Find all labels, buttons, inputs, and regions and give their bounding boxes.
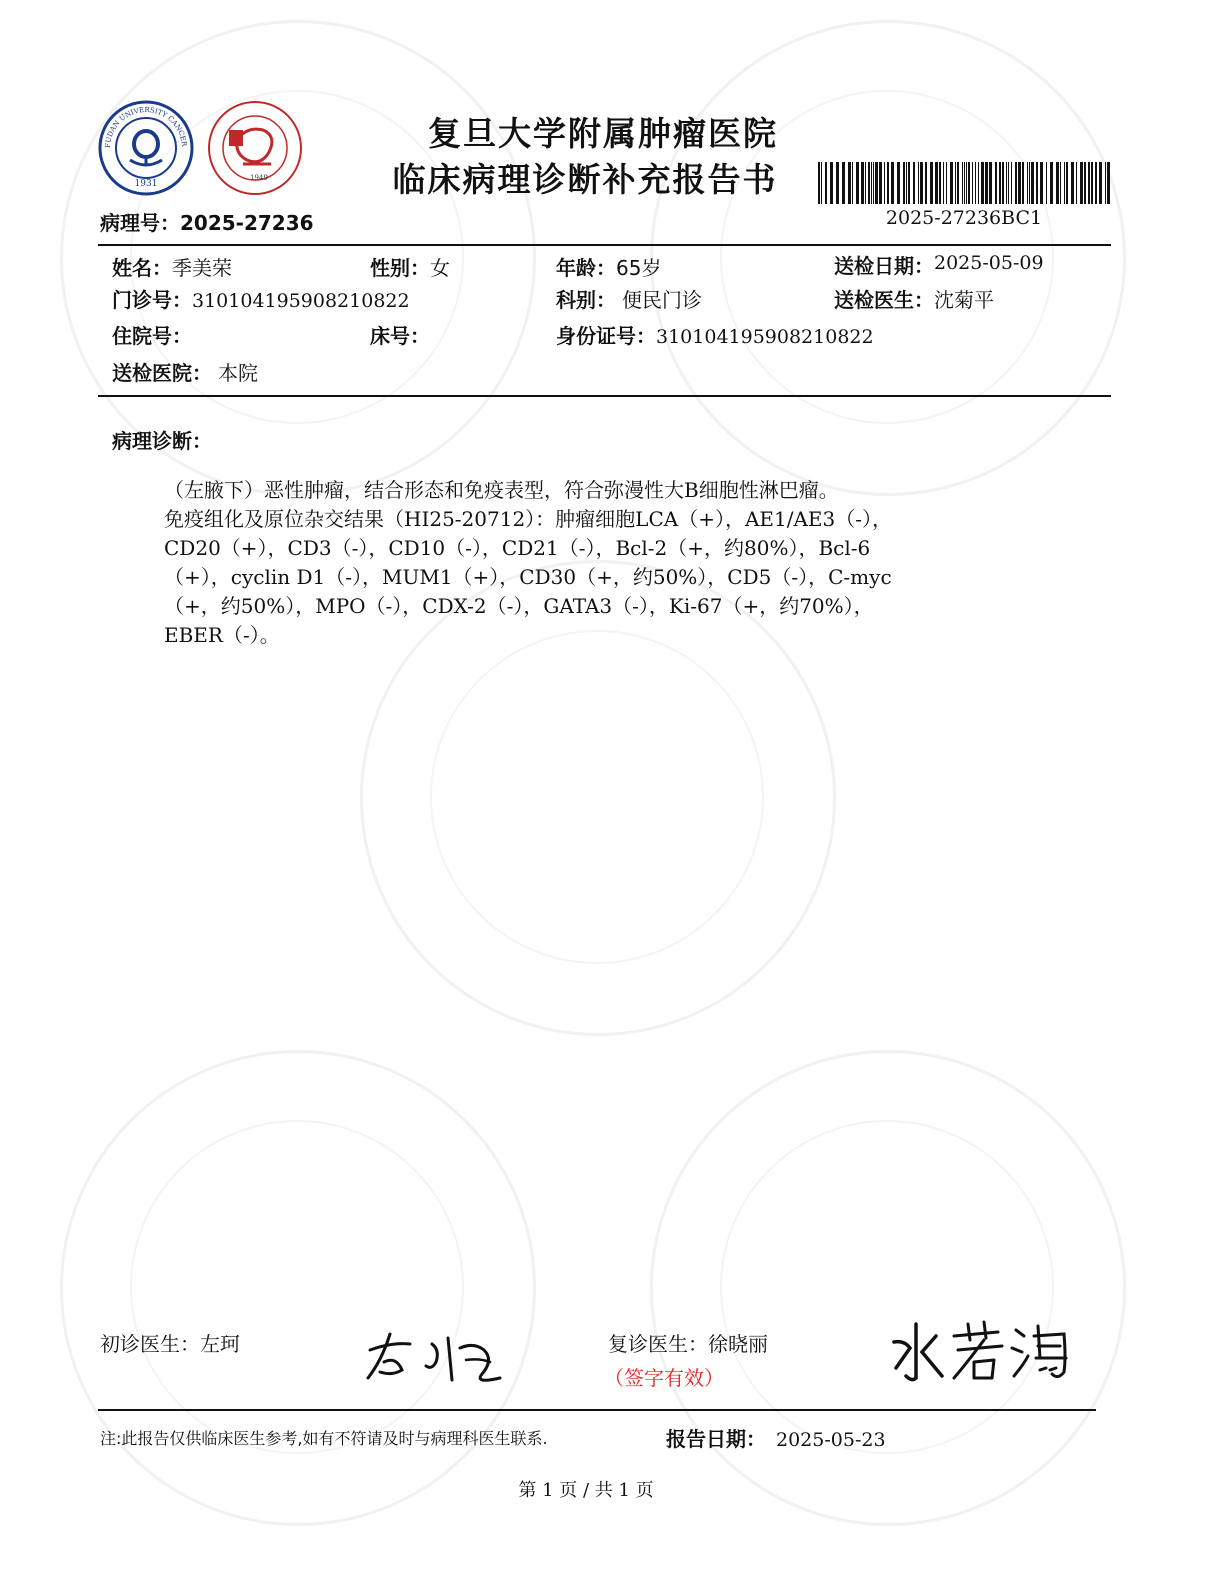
- report-date-field: [666, 1423, 886, 1452]
- barcode-bar: [955, 162, 956, 204]
- diagnosis-line: （+，约50%），MPO（-），CDX-2（-），GATA3（-），Ki-67（+，约70%），: [164, 594, 874, 618]
- name-label: 姓名：: [112, 256, 172, 280]
- pathology-number-label: 病理号：: [100, 211, 180, 235]
- barcode-bar: [1056, 162, 1059, 204]
- review-doctor-label: 复诊医生：徐晓丽: [608, 1332, 768, 1356]
- barcode-bar: [1107, 162, 1110, 204]
- barcode-bar: [842, 162, 845, 204]
- submit-date-field: [834, 250, 1044, 279]
- submit-date-value: 2025-05-09: [934, 252, 1044, 274]
- barcode-bar: [1091, 162, 1093, 204]
- page-number: 第 1 页 / 共 1 页: [518, 1480, 654, 1501]
- watermark-seal-inner: [430, 630, 764, 964]
- barcode-bar: [906, 162, 907, 204]
- svg-text:1949: 1949: [250, 174, 268, 182]
- barcode-bar: [966, 162, 967, 204]
- watermark-seal-inner: [130, 1120, 464, 1454]
- barcode-bar: [939, 162, 941, 204]
- inpatient-number-field: [112, 320, 192, 349]
- id-number-value: 310104195908210822: [656, 326, 874, 348]
- barcode-bar: [1095, 162, 1097, 204]
- barcode-bar: [975, 162, 976, 204]
- barcode-bar: [1084, 162, 1086, 204]
- barcode-bar: [1031, 162, 1034, 204]
- barcode-bar: [1022, 162, 1024, 204]
- barcode-bar: [1088, 162, 1090, 204]
- barcode-bar: [935, 162, 938, 204]
- barcode-bar: [884, 162, 885, 204]
- svg-text:FUDAN UNIVERSITY CANCER HOSPIT: FUDAN UNIVERSITY CANCER: [103, 105, 189, 149]
- patient-sex-field: [370, 252, 450, 281]
- submitting-doctor-value: 沈菊平: [934, 288, 994, 312]
- barcode-bar: [897, 162, 900, 204]
- barcode-bar: [985, 162, 988, 204]
- barcode-bar: [818, 162, 820, 204]
- barcode-bar: [1071, 162, 1074, 204]
- barcode-bar: [836, 162, 839, 204]
- barcode-bar: [968, 162, 970, 204]
- barcode-bar: [887, 162, 889, 204]
- clinic-number-label: 门诊号：: [112, 288, 192, 312]
- barcode-bar: [930, 162, 933, 204]
- barcode-bar: [852, 162, 853, 204]
- barcode-bar: [1011, 162, 1012, 204]
- barcode-bar: [1105, 162, 1106, 204]
- id-number-label: 身份证号：: [556, 324, 656, 348]
- barcode-bar: [1046, 162, 1047, 204]
- header-divider: [98, 244, 1111, 246]
- barcode-bar: [946, 162, 947, 204]
- submitting-hospital-label: 送检医院：: [112, 361, 212, 385]
- barcode-bar: [1008, 162, 1009, 204]
- barcode-bar: [962, 162, 963, 204]
- report-date-label: 报告日期：: [666, 1427, 766, 1451]
- barcode-bar: [1015, 162, 1017, 204]
- barcode-bar: [856, 162, 859, 204]
- barcode-bar: [871, 162, 872, 204]
- diagnosis-line: （左腋下）恶性肿瘤，结合形态和免疫表型，符合弥漫性大B细胞性淋巴瘤。: [164, 478, 839, 502]
- barcode-bar: [879, 162, 882, 204]
- barcode-bar: [821, 162, 822, 204]
- barcode-bar: [1076, 162, 1077, 204]
- barcode-bar: [1018, 162, 1021, 204]
- submitting-hospital-value: 本院: [218, 361, 258, 385]
- barcode-bar: [920, 162, 923, 204]
- department-label: 科别：: [556, 288, 616, 312]
- diagnosis-line: EBER（-）。: [164, 623, 280, 647]
- department-field: [556, 284, 702, 313]
- name-value: 季美荣: [172, 256, 232, 280]
- submitting-doctor-label: 送检医生：: [834, 288, 934, 312]
- hospital-name: 复旦大学附属肿瘤医院: [428, 114, 778, 153]
- barcode-text: 2025-27236BC1: [885, 207, 1043, 229]
- barcode-bar: [964, 162, 965, 204]
- barcode-bar: [1066, 162, 1068, 204]
- barcode-bar: [908, 162, 910, 204]
- barcode-bar: [913, 162, 915, 204]
- barcode-bar: [1027, 162, 1028, 204]
- initial-doctor-label: 初诊医生：左珂: [100, 1332, 240, 1356]
- submitting-doctor-field: [834, 284, 994, 313]
- barcode-bar: [1080, 162, 1083, 204]
- diagnosis-heading: 病理诊断：: [112, 429, 212, 453]
- barcode-bar: [891, 162, 894, 204]
- age-value: 65岁: [616, 256, 662, 280]
- patient-age-field: [556, 252, 661, 281]
- barcode-bar: [865, 162, 866, 204]
- bed-number-label: 床号：: [370, 324, 430, 348]
- barcode-bar: [943, 162, 944, 204]
- barcode-bar: [1060, 162, 1061, 204]
- diagnosis-line: CD20（+），CD3（-），CD10（-），CD21（-），Bcl-2（+，约80%），Bcl-6: [164, 536, 871, 560]
- submitting-hospital-field: [112, 357, 258, 386]
- barcode-bar: [875, 162, 878, 204]
- barcode-bar: [1064, 162, 1065, 204]
- disclaimer-note: 注:此报告仅供临床医生参考,如有不符请及时与病理科医生联系.: [100, 1429, 548, 1448]
- patient-name-field: [112, 252, 232, 281]
- report-date-value: 2025-05-23: [776, 1429, 886, 1451]
- clinic-number-value: 310104195908210822: [192, 290, 410, 312]
- barcode-bar: [989, 162, 992, 204]
- barcode-bar: [981, 162, 984, 204]
- barcode-bar: [861, 162, 864, 204]
- id-number-field: [556, 320, 874, 349]
- watermark-seal-inner: [720, 1120, 1054, 1454]
- diagnosis-text: [164, 476, 892, 650]
- age-label: 年龄：: [556, 256, 616, 280]
- department-value: 便民门诊: [622, 288, 702, 312]
- bed-number-field: [370, 320, 430, 349]
- barcode-bar: [1002, 162, 1004, 204]
- barcode-bar: [950, 162, 953, 204]
- barcode-bar: [830, 162, 833, 204]
- pathology-number: [100, 207, 314, 236]
- footer-divider: [98, 1409, 1096, 1411]
- review-doctor-signature: [888, 1318, 1078, 1388]
- submit-date-label: 送检日期：: [834, 254, 934, 278]
- barcode-bar: [999, 162, 1001, 204]
- barcode-bar: [903, 162, 905, 204]
- barcode-bar: [925, 162, 927, 204]
- svg-text:1931: 1931: [134, 179, 158, 189]
- barcode-bar: [873, 162, 874, 204]
- diagnosis-line: （+），cyclin D1（-），MUM1（+），CD30（+，约50%），CD5（-），C-myc: [164, 565, 892, 589]
- barcode-bar: [848, 162, 851, 204]
- report-title: 临床病理诊断补充报告书: [392, 160, 778, 199]
- barcode-bar: [918, 162, 919, 204]
- barcode-bar: [1040, 162, 1043, 204]
- inpatient-number-label: 住院号：: [112, 324, 192, 348]
- barcode-bar: [995, 162, 997, 204]
- sex-value: 女: [430, 256, 450, 280]
- signature-valid-note: （签字有效）: [604, 1366, 724, 1390]
- pathology-number-value: 2025-27236: [180, 211, 314, 235]
- barcode-bar: [972, 162, 973, 204]
- barcode-bar: [978, 162, 979, 204]
- barcode-bar: [1099, 162, 1102, 204]
- barcode-bar: [1006, 162, 1007, 204]
- patient-divider: [98, 395, 1111, 397]
- barcode-bar: [1029, 162, 1030, 204]
- sex-label: 性别：: [370, 256, 430, 280]
- barcode-bar: [1050, 162, 1053, 204]
- initial-doctor-signature: [362, 1320, 512, 1400]
- barcode-bar: [1036, 162, 1038, 204]
- barcode-bar: [868, 162, 870, 204]
- barcode-bar: [825, 162, 827, 204]
- barcode-bar: [957, 162, 959, 204]
- barcode: [818, 162, 1110, 204]
- clinic-number-field: [112, 284, 410, 313]
- diagnosis-line: 免疫组化及原位杂交结果（HI25-20712）：肿瘤细胞LCA（+），AE1/AE3（-），: [164, 507, 892, 531]
